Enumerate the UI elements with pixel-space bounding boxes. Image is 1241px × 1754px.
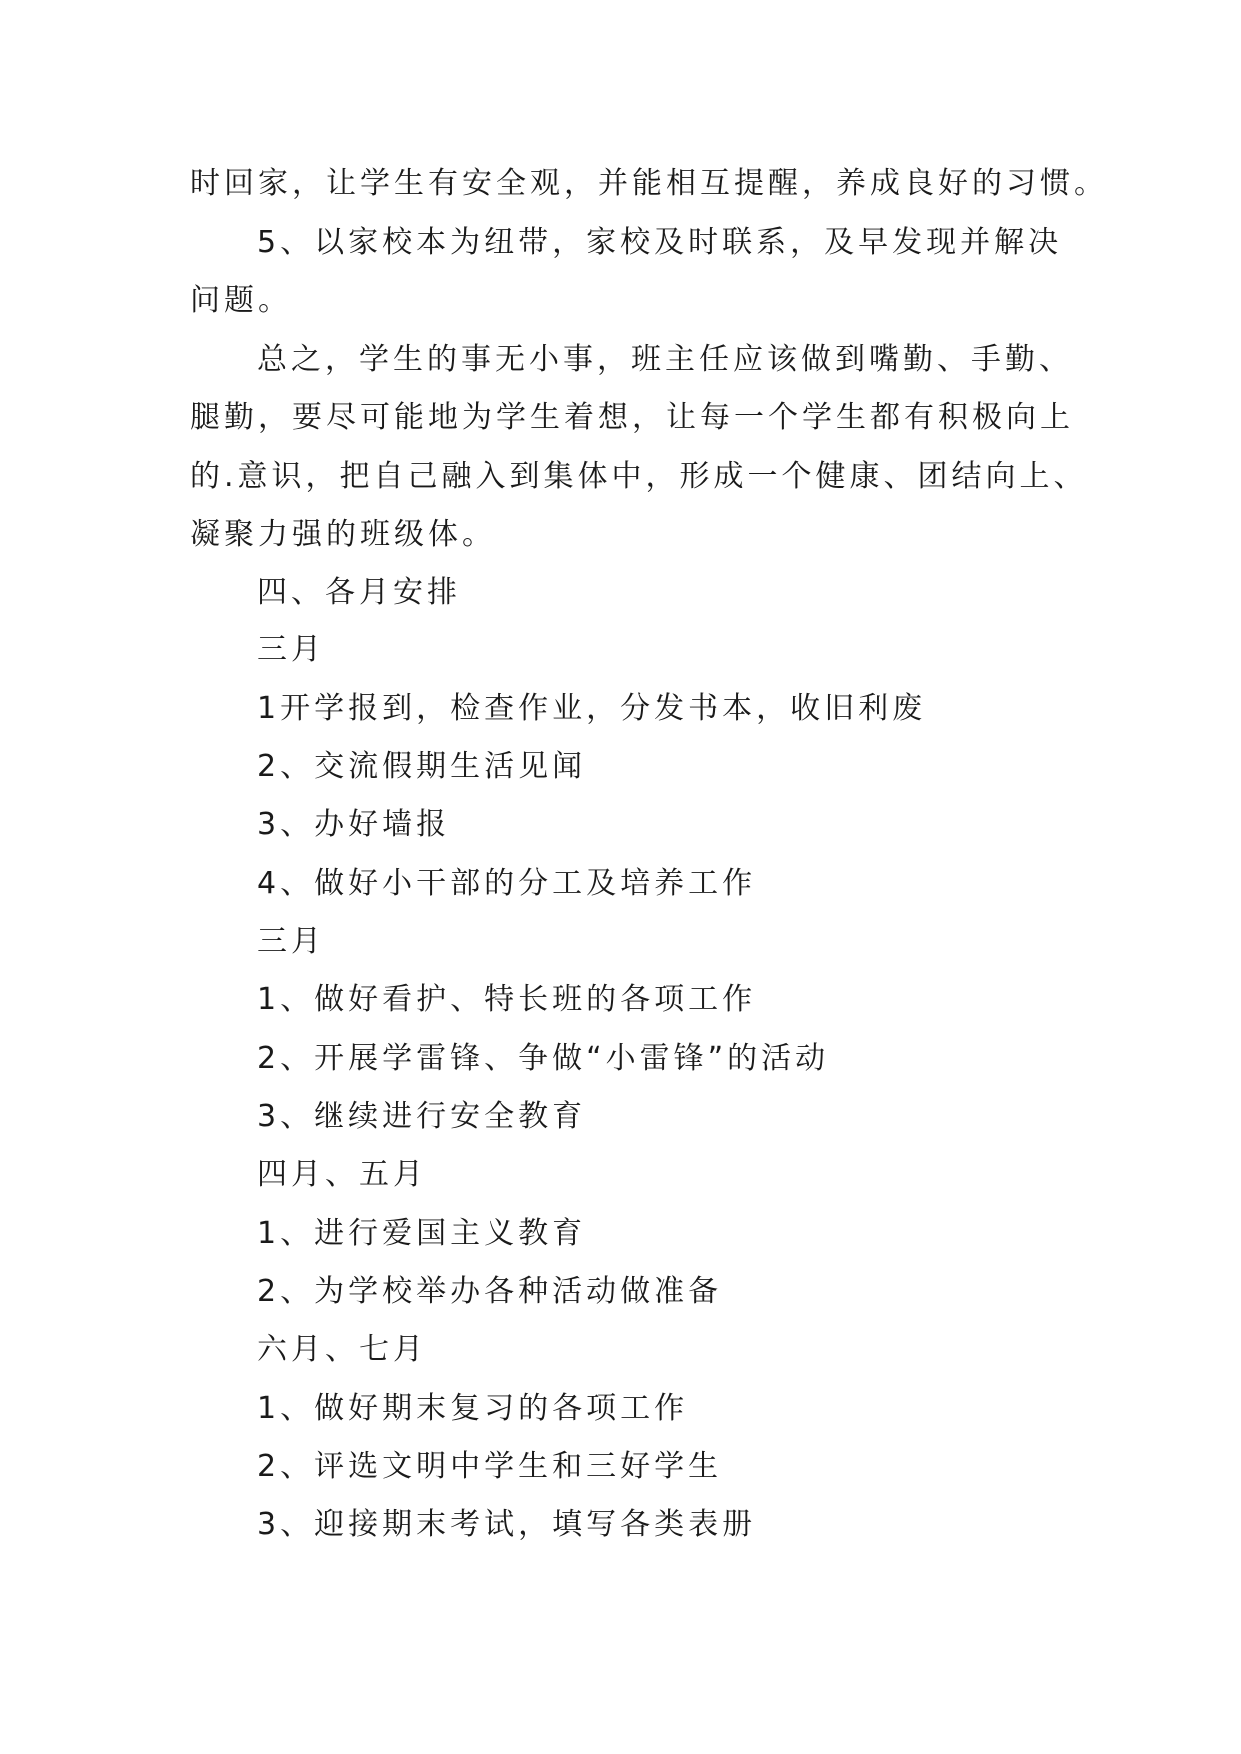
list-item: 1、做好看护、特长班的各项工作 (257, 982, 757, 1017)
paragraph-line: 时回家，让学生有安全观，并能相互提醒，养成良好的习惯。 (190, 166, 1108, 201)
list-item: 3、迎接期末考试，填写各类表册 (257, 1507, 757, 1542)
paragraph-line: 5、以家校本为纽带，家校及时联系，及早发现并解决 (257, 225, 1063, 260)
section-heading: 四、各月安排 (257, 575, 461, 610)
list-item: 1、进行爱国主义教育 (257, 1216, 587, 1251)
month-heading: 三月 (257, 632, 325, 667)
month-heading: 六月、七月 (257, 1332, 427, 1367)
paragraph-line: 的.意识，把自己融入到集体中，形成一个健康、团结向上、 (190, 459, 1088, 494)
list-item: 2、开展学雷锋、争做“小雷锋”的活动 (257, 1041, 830, 1076)
month-heading: 四月、五月 (257, 1157, 427, 1192)
list-item: 4、做好小干部的分工及培养工作 (257, 866, 757, 901)
paragraph-line: 问题。 (190, 283, 292, 318)
month-heading: 三月 (257, 924, 325, 959)
list-item: 3、继续进行安全教育 (257, 1099, 587, 1134)
paragraph-line: 腿勤，要尽可能地为学生着想，让每一个学生都有积极向上 (190, 400, 1074, 435)
list-item: 2、交流假期生活见闻 (257, 749, 587, 784)
list-item: 1开学报到，检查作业，分发书本，收旧利废 (257, 691, 927, 726)
list-item: 3、办好墙报 (257, 807, 451, 842)
paragraph-line: 凝聚力强的班级体。 (190, 517, 496, 552)
list-item: 1、做好期末复习的各项工作 (257, 1391, 689, 1426)
list-item: 2、评选文明中学生和三好学生 (257, 1449, 723, 1484)
paragraph-line: 总之，学生的事无小事，班主任应该做到嘴勤、手勤、 (257, 342, 1073, 377)
list-item: 2、为学校举办各种活动做准备 (257, 1274, 723, 1309)
